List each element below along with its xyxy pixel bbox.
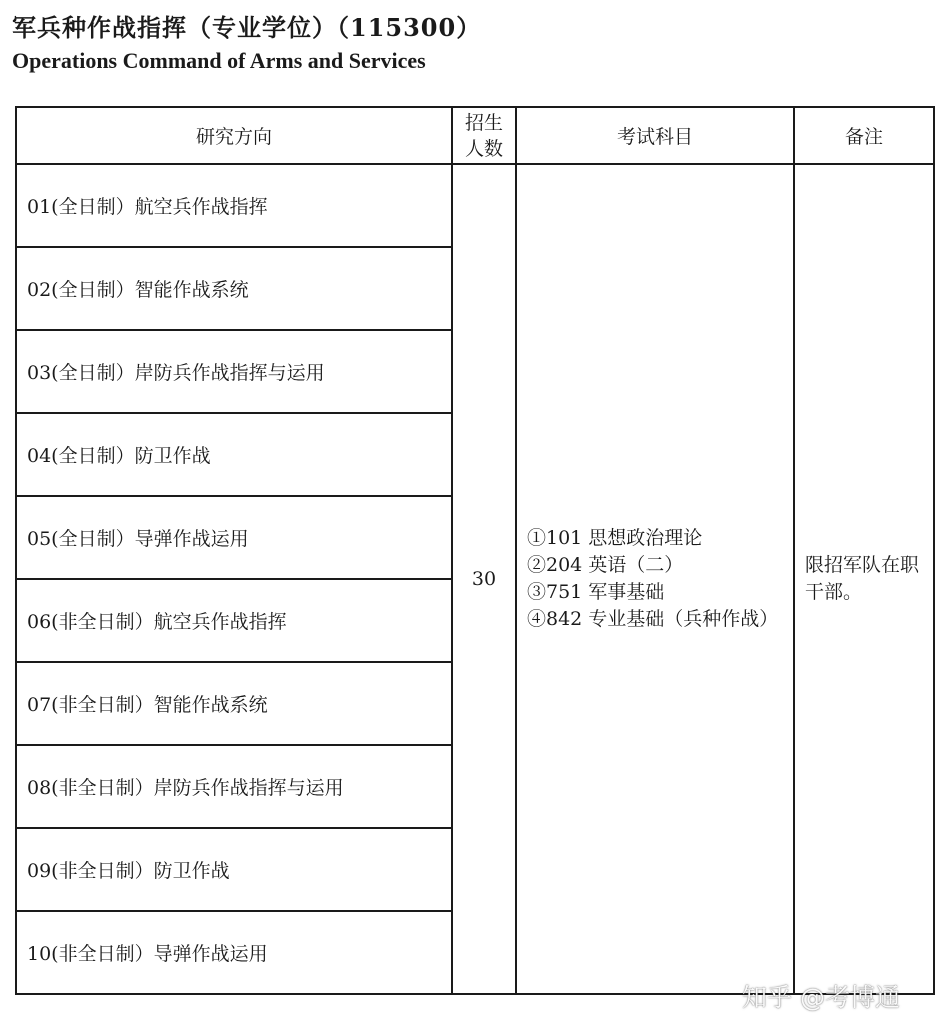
- column-header-count: [452, 107, 516, 164]
- watermark-text: 知乎 @考博通: [742, 983, 900, 1012]
- column-header-count-line1: 招生: [464, 111, 503, 134]
- exam-subject-item: ①101 思想政治理论: [527, 527, 703, 549]
- page-subtitle-english: Operations Command of Arms and Services: [12, 48, 426, 73]
- direction-cell: 06(非全日制）航空兵作战指挥: [16, 579, 452, 662]
- direction-cell: 05(全日制）导弹作战运用: [16, 496, 452, 579]
- column-header-count-line2: 人数: [464, 137, 503, 160]
- exam-subjects-cell: [516, 164, 794, 994]
- column-header-subjects: 考试科目: [516, 107, 794, 164]
- exam-subject-item: ②204 英语（二）: [527, 554, 684, 576]
- direction-cell: 03(全日制）岸防兵作战指挥与运用: [16, 330, 452, 413]
- direction-cell: 01(全日制）航空兵作战指挥: [16, 164, 452, 247]
- remark-cell: 限招军队在职干部。: [794, 164, 934, 994]
- direction-cell: 09(非全日制）防卫作战: [16, 828, 452, 911]
- direction-cell: 07(非全日制）智能作战系统: [16, 662, 452, 745]
- page-title: 军兵种作战指挥（专业学位）（115300）: [12, 13, 482, 42]
- exam-subject-item: ④842 专业基础（兵种作战）: [527, 608, 779, 630]
- direction-cell: 10(非全日制）导弹作战运用: [16, 911, 452, 994]
- direction-cell: 02(全日制）智能作战系统: [16, 247, 452, 330]
- direction-cell: 08(非全日制）岸防兵作战指挥与运用: [16, 745, 452, 828]
- table-header-row: [16, 107, 934, 164]
- column-header-remark: 备注: [794, 107, 934, 164]
- enrollment-count-cell: 30: [452, 164, 516, 994]
- direction-cell: 04(全日制）防卫作战: [16, 413, 452, 496]
- column-header-direction: 研究方向: [16, 107, 452, 164]
- program-table: [15, 106, 935, 995]
- table-row: [16, 164, 934, 247]
- exam-subject-item: ③751 军事基础: [527, 581, 665, 603]
